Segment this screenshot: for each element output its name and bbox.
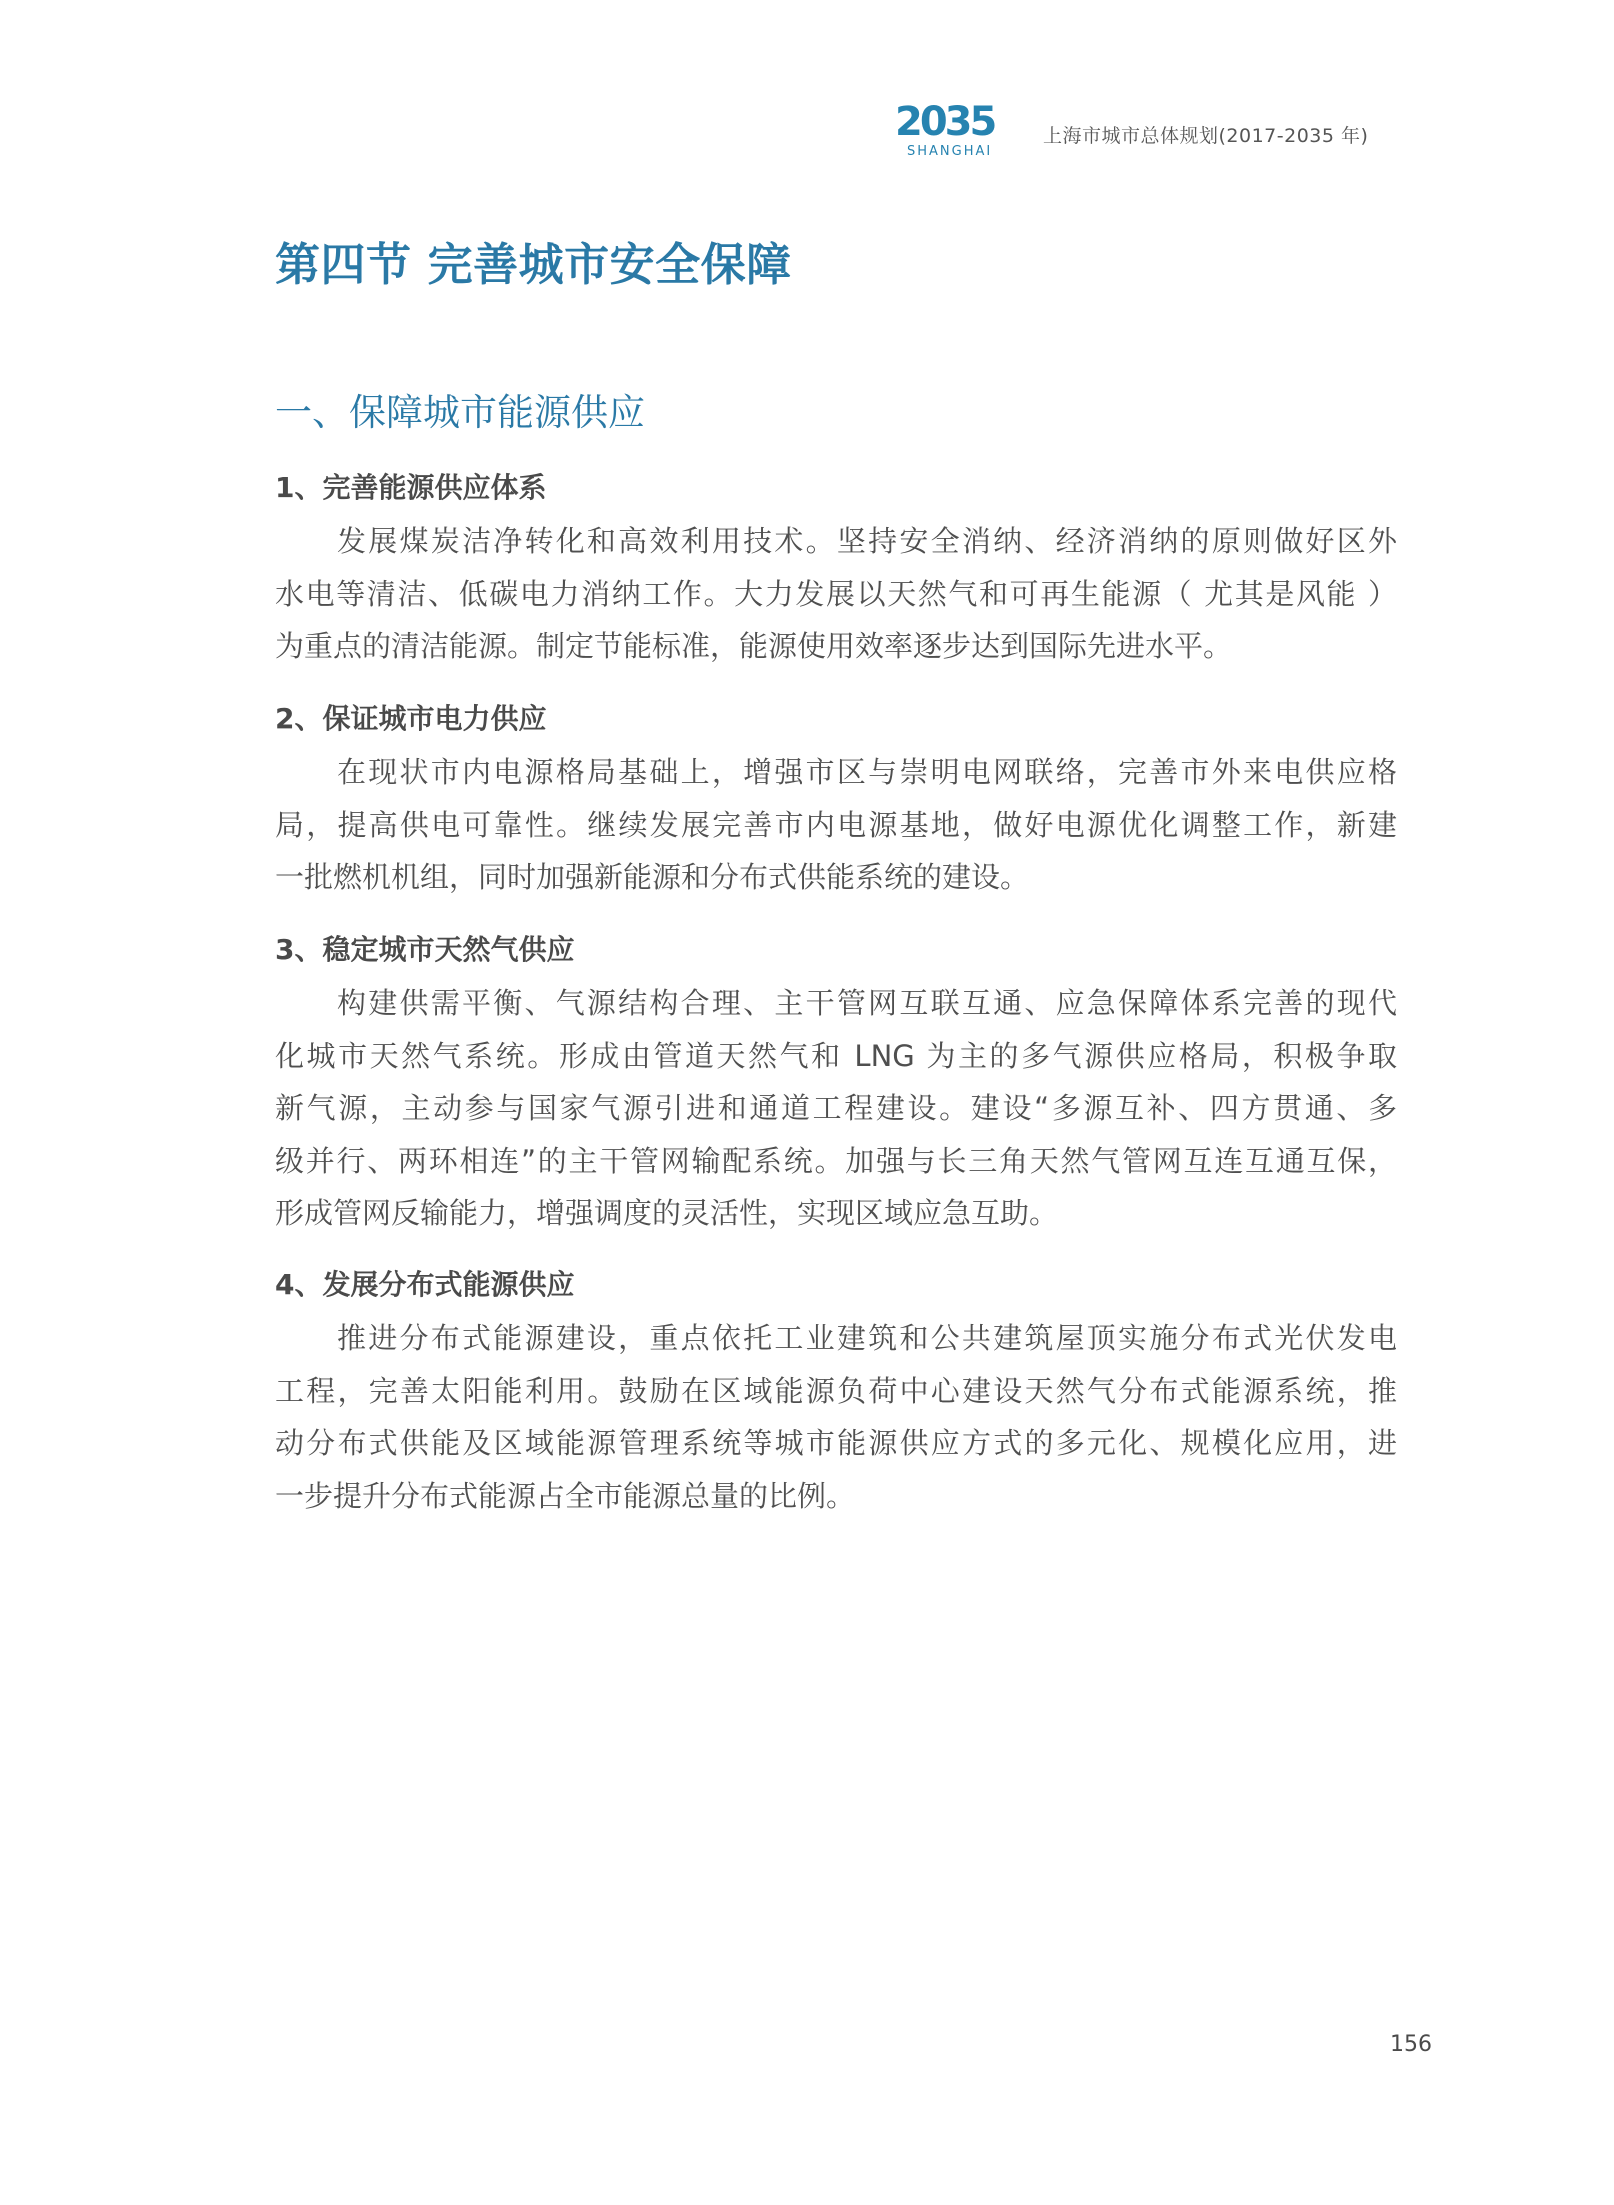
subsection-paragraph-2	[275, 746, 1397, 904]
page-number: 156	[1390, 2032, 1432, 2057]
paragraph-line: 工程，完善太阳能利用。鼓励在区域能源负荷中心建设天然气分布式能源系统，推	[275, 1373, 1397, 1408]
paragraph-line: 水电等清洁、低碳电力消纳工作。大力发展以天然气和可再生能源（ 尤其是风能 ）	[275, 576, 1397, 611]
section-title: 一、保障城市能源供应	[275, 391, 645, 434]
paragraph-line: 化城市天然气系统。形成由管道天然气和 LNG 为主的多气源供应格局，积极争取	[275, 1038, 1397, 1073]
paragraph-line: 一批燃机机组，同时加强新能源和分布式供能系统的建设。	[275, 860, 1030, 894]
paragraph-line: 级并行、两环相连”的主干管网输配系统。加强与长三角天然气管网互连互通互保，	[275, 1143, 1397, 1178]
subsection-heading-1: 1、完善能源供应体系	[275, 471, 547, 504]
subsection-heading-2: 2、保证城市电力供应	[275, 702, 547, 735]
paragraph-line: 发展煤炭洁净转化和高效利用技术。坚持安全消纳、经济消纳的原则做好区外	[337, 524, 1397, 558]
paragraph-line: 在现状市内电源格局基础上，增强市区与崇明电网联络，完善市外来电供应格	[337, 755, 1397, 789]
document-title: 上海市城市总体规划(2017-2035 年)	[1043, 124, 1369, 147]
logo-number: 2035	[895, 99, 995, 145]
subsection-heading-4: 4、发展分布式能源供应	[275, 1268, 575, 1301]
paragraph-line: 推进分布式能源建设，重点依托工业建筑和公共建筑屋顶实施分布式光伏发电	[337, 1321, 1397, 1355]
chapter-title: 第四节 完善城市安全保障	[275, 238, 792, 291]
paragraph-line: 一步提升分布式能源占全市能源总量的比例。	[275, 1478, 856, 1513]
paragraph-line: 形成管网反输能力，增强调度的灵活性，实现区域应急互助。	[275, 1196, 1059, 1230]
page-header	[895, 99, 1369, 164]
logo-city: SHANGHAI	[907, 144, 993, 159]
shanghai-2035-logo	[895, 99, 1013, 164]
paragraph-line: 构建供需平衡、气源结构合理、主干管网互联互通、应急保障体系完善的现代	[337, 986, 1397, 1020]
subsection-paragraph-4	[275, 1312, 1397, 1522]
paragraph-line: 动分布式供能及区域能源管理系统等城市能源供应方式的多元化、规模化应用，进	[275, 1426, 1397, 1460]
paragraph-line: 为重点的清洁能源。制定节能标准，能源使用效率逐步达到国际先进水平。	[275, 629, 1233, 663]
subsection-paragraph-1	[275, 515, 1397, 673]
paragraph-line: 局，提高供电可靠性。继续发展完善市内电源基地，做好电源优化调整工作，新建	[275, 807, 1397, 842]
subsection-heading-3: 3、稳定城市天然气供应	[275, 933, 575, 966]
subsection-paragraph-3	[275, 977, 1397, 1240]
paragraph-line: 新气源，主动参与国家气源引进和通道工程建设。建设“多源互补、四方贯通、多	[275, 1091, 1397, 1125]
